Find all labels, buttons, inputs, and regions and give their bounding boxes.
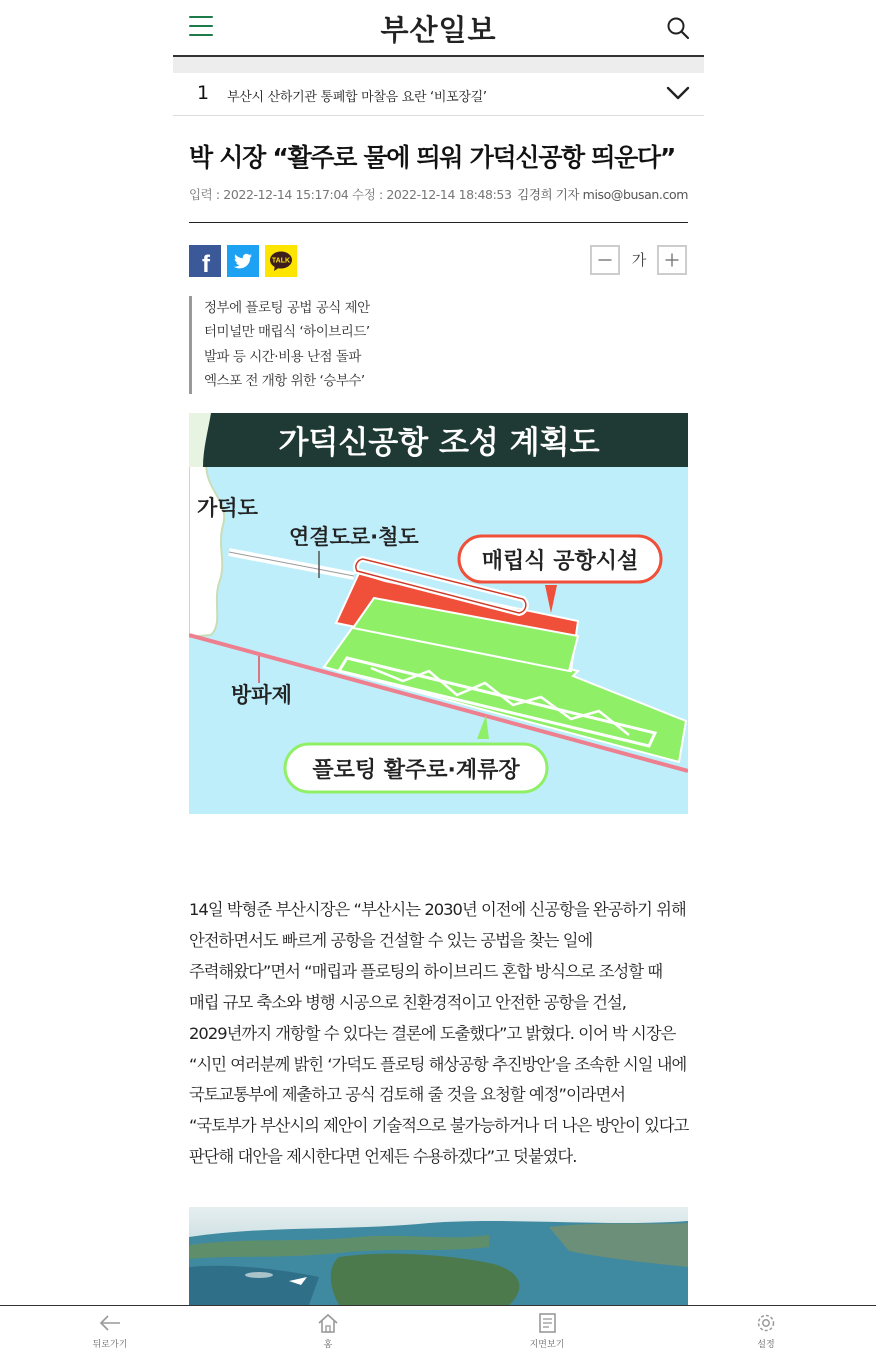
aerial-photo[interactable] [189,1207,688,1305]
twitter-share-button[interactable] [227,245,259,277]
svg-text:연결도로·철도: 연결도로·철도 [289,525,419,549]
svg-text:플로팅 활주로·계류장: 플로팅 활주로·계류장 [312,758,520,783]
svg-text:가덕도: 가덕도 [197,496,258,520]
subhead-line: 터미널만 매립식 ‘하이브리드’ [204,324,370,341]
ticker-headline[interactable]: 부산시 산하기관 통폐합 마찰음 요란 ‘비포장길’ [227,90,487,105]
kakaotalk-share-button[interactable] [265,245,297,277]
nav-back-label: 뒤로가기 [92,1340,128,1350]
svg-text:매립식 공항시설: 매립식 공항시설 [481,549,639,574]
svg-text:f: f [202,251,210,277]
nav-home[interactable] [278,1312,378,1350]
airport-plan-figure[interactable] [189,413,688,814]
article-subheads [189,296,370,394]
ticker-strip [173,57,704,73]
date-modified: 수정 : 2022-12-14 18:48:53 [352,187,512,202]
search-icon[interactable] [666,16,690,40]
font-increase-button[interactable] [657,245,687,275]
subhead-line: 정부에 플로팅 공법 공식 제안 [204,300,370,316]
date-input: 입력 : 2022-12-14 15:17:04 [189,187,349,202]
ticker-rank: 1 [197,82,210,104]
gear-icon [754,1312,778,1334]
arrow-left-icon [98,1312,122,1334]
svg-text:TALK: TALK [271,257,291,265]
nav-paper-label: 지면보기 [529,1340,565,1350]
headline-ticker[interactable] [173,73,704,116]
subhead-line: 발파 등 시간·비용 난점 돌파 [204,348,361,365]
nav-back[interactable] [60,1312,160,1350]
article-headline: 박 시장 “활주로 물에 띄워 가덕신공항 띄운다” [189,143,675,172]
subhead-line: 엑스포 전 개항 위한 ‘승부수’ [204,373,365,390]
nav-settings-label: 설정 [757,1340,775,1350]
nav-home-label: 홈 [323,1340,333,1350]
font-decrease-button[interactable] [590,245,620,275]
article-byline [189,185,688,203]
newspaper-icon [535,1312,559,1334]
nav-paper-view[interactable] [497,1312,597,1350]
reporter-info[interactable]: 김경희 기자 miso@busan.com [517,187,688,202]
site-header [173,0,704,57]
divider [189,222,688,223]
bottom-navigation [0,1305,876,1360]
nav-settings[interactable] [716,1312,816,1350]
facebook-share-button[interactable] [189,245,221,277]
article-body: 14일 박형준 부산시장은 “부산시는 2030년 이전에 신공항을 완공하기 위해 안전하면서도 빠르게 공항을 건설할 수 있는 공법을 찾는 일에 주력해왔다”면서 “매립과 플로팅의 하이브리드 혼합 방식으로 조성할 때 매립 규모 축소와 병행 시공으로 친환경적이고 안전한 공항을 건설, 2029년까지 개항할 수 있다는 결론에 도출했다”고 밝혔다. 이어 박 시장은 “시민 여러분께 밝힌 ‘가덕도 플로팅 해상공항 추진방안’을 조속한 시일 내에 국토교통부에 제출하고 공식 검토해 줄 것을 요청할 예정”이라면서 “국토부가 부산시의 제안이 기술적으로 불가능하거나 더 나은 방안이 있다고 판단해 대안을 제시한다면 언제든 수용하겠다”고 덧붙였다. [189,900,689,1167]
site-logo[interactable]: 부산일보 [380,13,497,47]
svg-text:방파제: 방파제 [231,683,292,707]
chevron-down-icon[interactable] [666,83,690,103]
svg-text:가덕신공항 조성 계획도: 가덕신공항 조성 계획도 [278,425,600,461]
font-size-label: 가 [631,251,647,269]
home-icon [316,1312,340,1334]
